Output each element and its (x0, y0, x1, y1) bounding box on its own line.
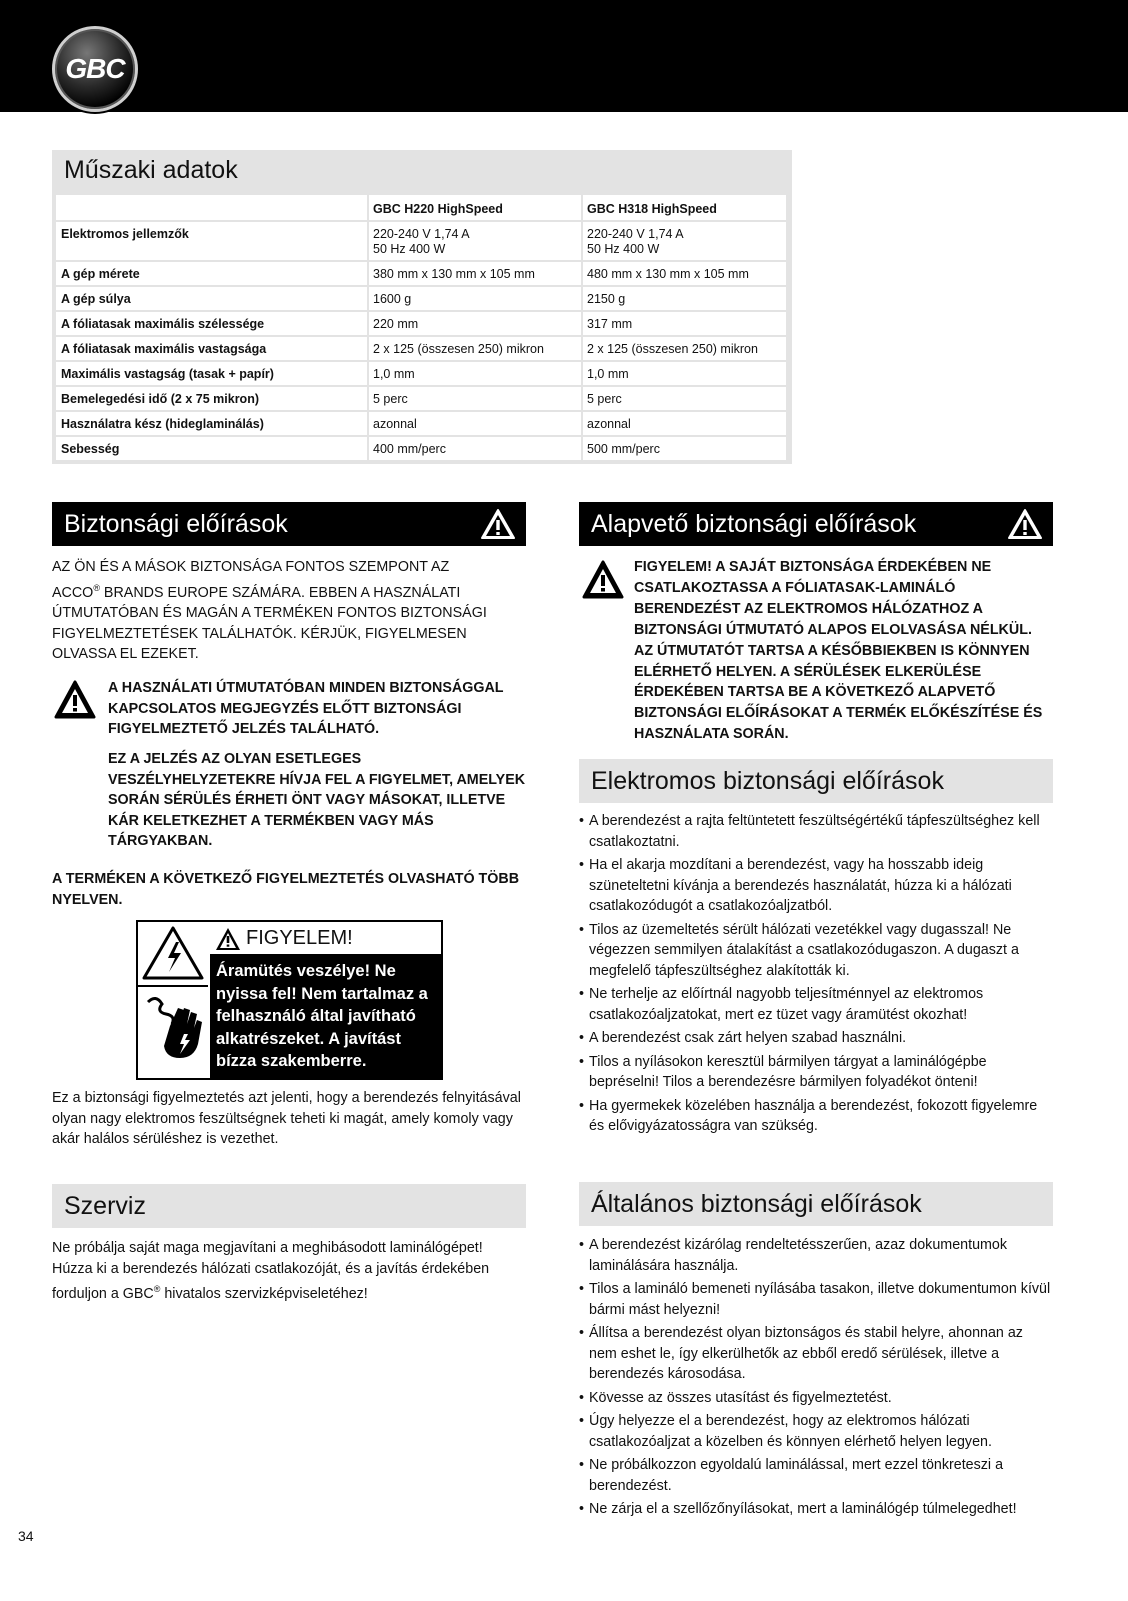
cell-h220 (368, 221, 582, 261)
cell-value: 220-240 V 1,74 A (587, 227, 684, 241)
cell-h220: 1,0 mm (368, 361, 582, 386)
intro-text: BRANDS EUROPE SZÁMÁRA. EBBEN A HASZNÁLATI (99, 584, 461, 601)
cell-value: 220-240 V 1,74 A (373, 227, 470, 241)
table-row (56, 286, 787, 311)
safety-warning-2: EZ A JELZÉS AZ OLYAN ESETLEGES VESZÉLYHELYZETEKRE HÍVJA FEL A FIGYELMET, AMELYEK SORÁN SÉRÜLÉS ÉRHETI ÖNT VAGY MÁSOKAT, ILLETVE KÁR KELETKEZHET A TERMÉKBEN VAGY MÁS TÁRGYAKBAN. (108, 751, 526, 850)
electric-hazard-icons (138, 922, 208, 1078)
cell-h220: 400 mm/perc (368, 436, 582, 460)
general-safety-list (579, 1235, 1053, 1523)
intro-line (52, 578, 526, 603)
table-row (56, 411, 787, 436)
general-safety-heading (579, 1182, 1053, 1226)
cell-h220: 1600 g (368, 286, 582, 311)
row-label: A gép súlya (56, 286, 368, 311)
table-row (56, 436, 787, 460)
cell-h318: 1,0 mm (582, 361, 787, 386)
intro-line: ÚTMUTATÓBAN ÉS MAGÁN A TERMÉKEN FONTOS BIZTONSÁGI (52, 604, 487, 621)
basic-safety-title: Alapvető biztonsági előírások (591, 509, 917, 538)
cell-h220: 380 mm x 130 mm x 105 mm (368, 261, 582, 286)
row-label: Elektromos jellemzők (56, 221, 368, 261)
label-text: Áramütés veszélye! Ne nyissa fel! Nem tartalmaz a felhasználó által javítható alkatrészeket. A javítást bízza szakemberre. (210, 956, 441, 1078)
cell-h318: 5 perc (582, 386, 787, 411)
table-row (56, 361, 787, 386)
table-row (56, 336, 787, 361)
cell-value: 50 Hz 400 W (587, 242, 660, 256)
specs-section (52, 150, 792, 464)
table-header-row (56, 195, 787, 221)
service-title: Szerviz (64, 1191, 146, 1220)
safety-heading (52, 502, 526, 546)
cell-h318: 480 mm x 130 mm x 105 mm (582, 261, 787, 286)
safety-intro (52, 557, 526, 665)
basic-safety-text: FIGYELEM! A SAJÁT BIZTONSÁGA ÉRDEKÉBEN NE CSATLAKOZTASSA A FÓLIATASAK-LAMINÁLÓ BERENDEZÉST AZ ELEKTROMOS HÁLÓZATHOZ A BIZTONSÁGI ÚTMUTATÓ ALAPOS ELOLVASÁSA NÉLKÜL. AZ ÚTMUTATÓT TARTSA A KÉSŐBBIEKBEN IS KÖNNYEN ELÉRHETŐ HELYEN. A SÉRÜLÉSEK ELKERÜLÉSE ÉRDEKÉBEN TARTSA BE A KÖVETKEZŐ ALAPVETŐ BIZTONSÁGI ELŐÍRÁSOKAT A TERMÉK ELŐKÉSZÍTÉSE ÉS HASZNÁLATA SORÁN. (634, 559, 1043, 743)
list-item: • Kövesse az összes utasítást és figyelmeztetést. (579, 1388, 1053, 1409)
warning-triangle-icon (1007, 507, 1043, 541)
warning-triangle-icon (582, 560, 624, 600)
electrical-safety-heading (579, 759, 1053, 803)
logo-text: GBC (65, 53, 125, 84)
cell-h318 (582, 221, 787, 261)
table-header-cell: GBC H220 HighSpeed (368, 195, 582, 221)
specs-table (56, 195, 788, 460)
electrical-safety-list (579, 811, 1053, 1140)
cell-h220: 5 perc (368, 386, 582, 411)
warning-triangle-icon (480, 507, 516, 541)
table-row (56, 221, 787, 261)
list-item: • Ne terhelje az előírtnál nagyobb teljesítménnyel az elektromos csatlakozóaljzatokat, mert ez tüzet vagy áramütést okozhat! (579, 984, 1053, 1025)
list-item: • Ne zárja el a szellőzőnyílásokat, mert a laminálógép túlmelegedhet! (579, 1499, 1053, 1520)
cell-h220: 2 x 125 (összesen 250) mikron (368, 336, 582, 361)
row-label: Sebesség (56, 436, 368, 460)
list-item: • A berendezést kizárólag rendeltetésszerűen, azaz dokumentumok laminálására használja. (579, 1235, 1053, 1276)
electrical-safety-title: Elektromos biztonsági előírások (591, 766, 944, 795)
table-header-cell: GBC H318 HighSpeed (582, 195, 787, 221)
list-item: • Úgy helyezze el a berendezést, hogy az elektromos hálózati csatlakozóaljzat a közelben és könnyen elérhető helyen legyen. (579, 1411, 1053, 1452)
product-note: A TERMÉKEN A KÖVETKEZŐ FIGYELMEZTETÉS OLVASHATÓ TÖBB NYELVEN. (52, 871, 520, 908)
row-label: A fóliatasak maximális vastagsága (56, 336, 368, 361)
warning-explanation: Ez a biztonsági figyelmeztetés azt jelenti, hogy a berendezés felnyitásával olyan nagy elektromos feszültségnek teheti ki magát, amely komoly vagy akár halálos sérüléshez is vezethet. (52, 1090, 521, 1148)
table-row (56, 311, 787, 336)
cell-h220: 220 mm (368, 311, 582, 336)
row-label: Használatra kész (hideglaminálás) (56, 411, 368, 436)
row-label: A gép mérete (56, 261, 368, 286)
cell-h318: 2 x 125 (összesen 250) mikron (582, 336, 787, 361)
registered-mark: ® (153, 1284, 161, 1295)
general-safety-title: Általános biztonsági előírások (591, 1189, 922, 1218)
list-item: • Tilos a lamináló bemeneti nyílásába tasakon, illetve dokumentumon kívül bármi mást helyezni! (579, 1279, 1053, 1320)
warning-triangle-icon (54, 680, 96, 720)
cell-value: 50 Hz 400 W (373, 242, 446, 256)
intro-line: OLVASSA EL EZEKET. (52, 646, 199, 663)
page-number: 34 (18, 1528, 34, 1544)
basic-safety-heading (579, 502, 1053, 546)
label-title: FIGYELEM! (246, 926, 353, 949)
row-label: A fóliatasak maximális szélessége (56, 311, 368, 336)
intro-line: AZ ÖN ÉS A MÁSOK BIZTONSÁGA FONTOS SZEMPONT AZ (52, 559, 450, 575)
safety-warning-1: A HASZNÁLATI ÚTMUTATÓBAN MINDEN BIZTONSÁGGAL KAPCSOLATOS MEGJEGYZÉS ELŐTT BIZTONSÁGI FIGYELMEZTETŐ JELZÉS TALÁLHATÓ. (108, 680, 504, 738)
cell-h318: 317 mm (582, 311, 787, 336)
table-row (56, 261, 787, 286)
cell-h220: azonnal (368, 411, 582, 436)
list-item: • Ha el akarja mozdítani a berendezést, vagy ha hosszabb ideig szüneteltetni kívánja a berendezés használatát, húzza ki a hálózati csatlakozódugót a csatlakozóaljzatból. (579, 855, 1053, 917)
product-warning-label (136, 920, 443, 1080)
table-row (56, 386, 787, 411)
header-bar (0, 0, 1128, 112)
list-item: • Ha gyermekek közelében használja a berendezést, fokozott figyelemre és elővigyázatosságra van szükség. (579, 1096, 1053, 1137)
cell-h318: 500 mm/perc (582, 436, 787, 460)
list-item: • Állítsa a berendezést olyan biztonságos és stabil helyre, ahonnan az nem eshet le, így elkerülhetők az ebből eredő sérülések, illetve a berendezés károsodása. (579, 1323, 1053, 1385)
warning-triangle-icon (214, 926, 242, 952)
safety-title: Biztonsági előírások (64, 509, 288, 538)
specs-title: Műszaki adatok (64, 156, 238, 184)
list-item: • Tilos a nyílásokon keresztül bármilyen tárgyat a laminálógépbe bepréselni! Tilos a berendezésre bármilyen folyadékot önteni! (579, 1052, 1053, 1093)
service-heading (52, 1184, 526, 1228)
label-panel (210, 922, 441, 1078)
list-item: • A berendezést csak zárt helyen szabad használni. (579, 1028, 1053, 1049)
cell-h318: azonnal (582, 411, 787, 436)
cell-h318: 2150 g (582, 286, 787, 311)
list-item: • A berendezést a rajta feltüntetett feszültségértékű tápfeszültséghez kell csatlakoztatni. (579, 811, 1053, 852)
gbc-logo (52, 26, 138, 112)
service-text-part: hivatalos szervizképviseletéhez! (160, 1285, 368, 1302)
table-header-cell (56, 195, 368, 221)
list-item: • Ne próbálkozzon egyoldalú laminálással, mert ezzel tönkreteszi a berendezést. (579, 1455, 1053, 1496)
intro-line: FIGYELMEZTETÉSEK TALÁLHATÓK. KÉRJÜK, FIGYELMESEN (52, 625, 467, 642)
row-label: Bemelegedési idő (2 x 75 mikron) (56, 386, 368, 411)
registered-mark: ® (93, 582, 100, 593)
intro-text: ACCO (52, 584, 94, 601)
service-text (52, 1238, 526, 1305)
service-text-part: Ne próbálja saját maga megjavítani a meghibásodott laminálógépet! Húzza ki a berendezés hálózati csatlakozóját, és a javítás érdekében forduljon a GBC (52, 1240, 490, 1302)
list-item: • Tilos az üzemeltetés sérült hálózati vezetékkel vagy dugasszal! Ne végezzen semmilyen átalakítást a csatlakozódugaszon. A dugaszt a megfelelő tápfeszültséghez alakították ki. (579, 920, 1053, 982)
label-title-bar (210, 922, 441, 956)
row-label: Maximális vastagság (tasak + papír) (56, 361, 368, 386)
